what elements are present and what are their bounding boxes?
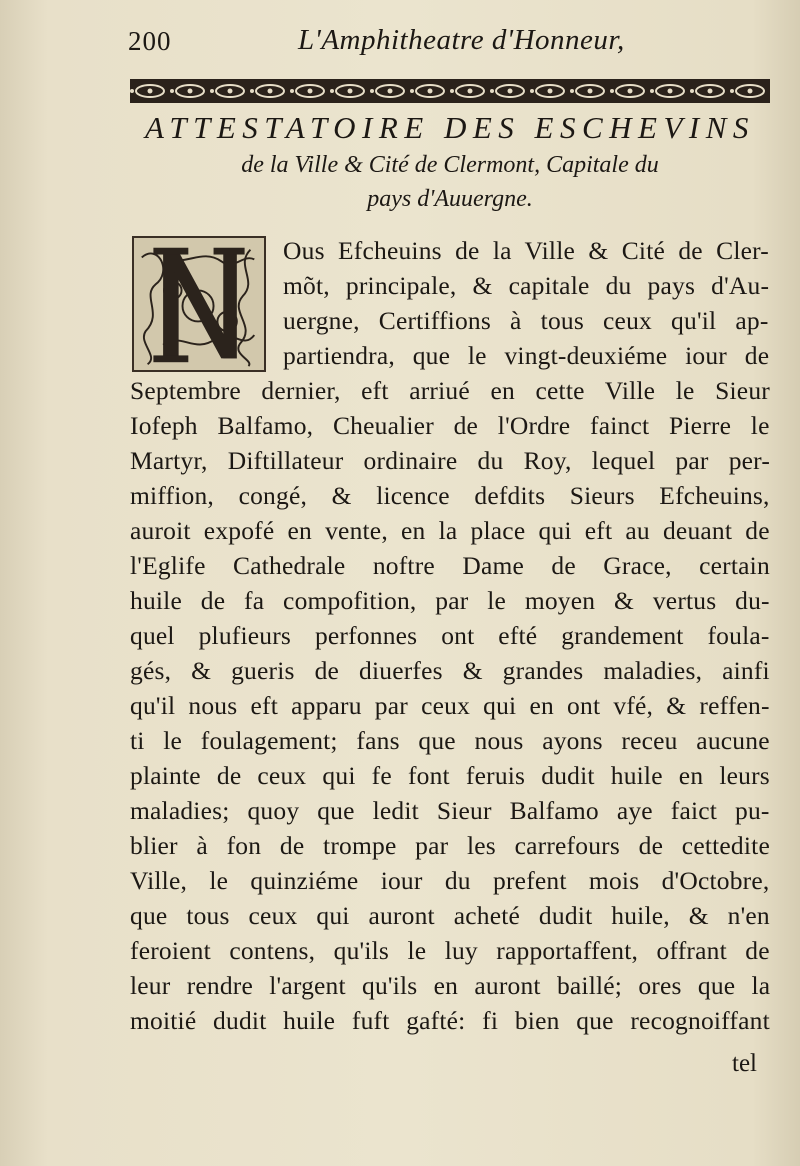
- decorated-initial: [132, 236, 266, 372]
- text-line: blier à fon de trompe par les carrefours de cettedite: [130, 831, 770, 860]
- text-line: Martyr, Diftillateur ordinaire du Roy, lequel par per-: [130, 446, 771, 475]
- heading-subtitle: de la Ville & Cité de Clermont, Capitale du: [241, 152, 659, 178]
- heading-title: ATTESTATOIRE DES ESCHEVINS: [145, 110, 755, 145]
- text-line: qu'il nous eft apparu par ceux qui en ont vfé, & reffen-: [130, 691, 770, 720]
- catchword: tel: [732, 1050, 757, 1077]
- text-line: quel plufieurs perfonnes ont efté grandement foula-: [130, 621, 770, 650]
- text-line: maladies; quoy que ledit Sieur Balfamo aye faict pu-: [130, 796, 770, 825]
- text-line: mõt, principale, & capitale du pays d'Au-: [283, 271, 770, 300]
- text-line: feroient contens, qu'ils le luy rapportaffent, offrant de: [130, 936, 770, 965]
- text-line: Septembre dernier, eft arriué en cette Ville le Sieur: [130, 376, 770, 405]
- page-number: 200: [128, 26, 172, 56]
- text-line: Ville, le quinziéme iour du prefent mois d'Octobre,: [130, 866, 770, 895]
- text-line: Iofeph Balfamo, Cheualier de l'Ordre fainct Pierre le: [130, 411, 770, 440]
- text-line: uergne, Certiffions à tous ceux qu'il ap-: [283, 306, 769, 335]
- text-line: plainte de ceux qui fe font feruis dudit huile en leurs: [130, 761, 770, 790]
- text-line: partiendra, que le vingt-deuxiéme iour de: [283, 341, 770, 370]
- heading-subtitle-end: pays d'Auuergne.: [367, 186, 533, 212]
- running-title: L'Amphitheatre d'Honneur,: [298, 24, 625, 56]
- text-line: que tous ceux qui auront acheté dudit huile, & n'en: [130, 901, 770, 930]
- text-line: auroit expofé en vente, en la place qui eft au deuant de: [130, 516, 770, 545]
- text-line: Ous Efcheuins de la Ville & Cité de Cler-: [283, 236, 770, 265]
- text-line: miffion, congé, & licence defdits Sieurs Efcheuins,: [130, 481, 770, 510]
- text-line: huile de fa compofition, par le moyen & vertus du-: [130, 586, 770, 615]
- text-line: moitié dudit huile fuft gafté: fi bien que recognoiffant: [130, 1006, 770, 1035]
- ornamental-band: [130, 78, 770, 104]
- text-line: ti le foulagement; fans que nous ayons receu aucune: [130, 726, 770, 755]
- heading: [130, 108, 770, 216]
- text-line: leur rendre l'argent qu'ils en auront baillé; ores que la: [130, 971, 771, 1000]
- running-head: [0, 22, 800, 62]
- text-line: l'Eglife Cathedrale noftre Dame de Grace, certain: [130, 551, 770, 580]
- text-line: gés, & gueris de diuerfes & grandes maladies, ainfi: [130, 656, 770, 685]
